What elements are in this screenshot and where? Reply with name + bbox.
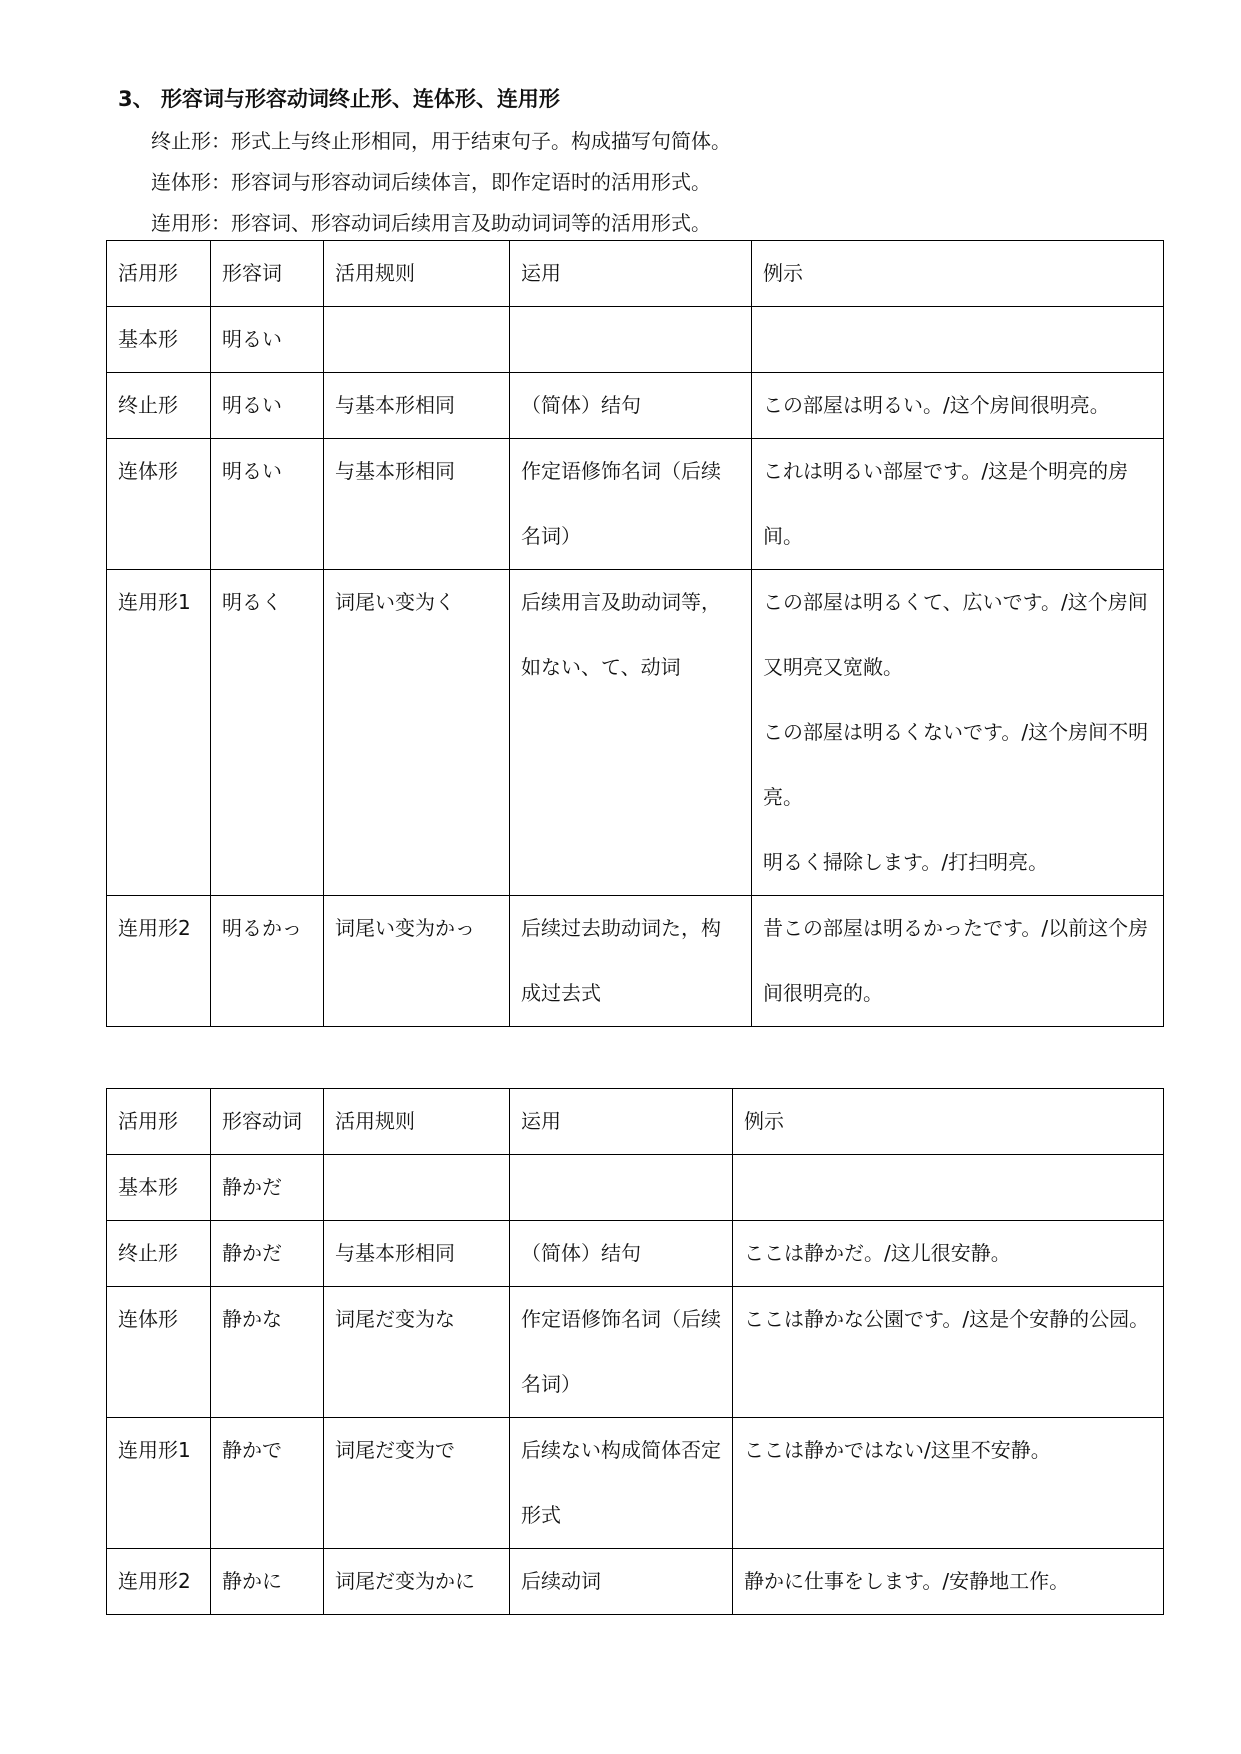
table-row	[107, 1549, 1164, 1615]
rule-cell: 词尾だ变为で	[324, 1418, 510, 1549]
usage-cell	[510, 307, 752, 373]
word-cell: 明るかっ	[211, 896, 324, 1027]
example-line: この部屋は明るくないです。/这个房间不明亮。	[763, 720, 1149, 809]
word-cell: 静かな	[211, 1287, 324, 1418]
form-cell: 连体形	[107, 1287, 211, 1418]
table-row	[107, 1418, 1164, 1549]
header-cell: 形容动词	[211, 1089, 324, 1155]
form-cell: 基本形	[107, 307, 211, 373]
header-cell: 活用规则	[324, 1089, 510, 1155]
usage-cell	[510, 1155, 733, 1221]
paragraph-rentaikei: 连体形：形容词与形容动词后续体言，即作定语时的活用形式。	[151, 170, 711, 194]
word-cell: 静かだ	[211, 1155, 324, 1221]
example-line: この部屋は明るくて、広いです。/这个房间又明亮又宽敞。	[763, 590, 1148, 679]
example-cell	[752, 570, 1164, 896]
example-cell: ここは静かではない/这里不安静。	[733, 1418, 1164, 1549]
table-row	[107, 439, 1164, 570]
example-cell: この部屋は明るい。/这个房间很明亮。	[752, 373, 1164, 439]
example-line: 明るく掃除します。/打扫明亮。	[763, 850, 1049, 874]
word-cell: 静かで	[211, 1418, 324, 1549]
rule-cell: 与基本形相同	[324, 439, 510, 570]
table-row	[107, 1155, 1164, 1221]
table-row	[107, 896, 1164, 1027]
form-cell: 连用形1	[107, 1418, 211, 1549]
rule-cell: 与基本形相同	[324, 373, 510, 439]
rule-cell: 词尾い变为かっ	[324, 896, 510, 1027]
table-row	[107, 373, 1164, 439]
word-cell: 明るく	[211, 570, 324, 896]
form-cell: 连用形2	[107, 896, 211, 1027]
word-cell: 明るい	[211, 439, 324, 570]
usage-cell: 后续ない构成简体否定形式	[510, 1418, 733, 1549]
table-row	[107, 1221, 1164, 1287]
adjectival-verb-conjugation-table	[106, 1088, 1164, 1615]
header-cell: 活用形	[107, 1089, 211, 1155]
form-cell: 连体形	[107, 439, 211, 570]
example-cell: これは明るい部屋です。/这是个明亮的房间。	[752, 439, 1164, 570]
rule-cell: 词尾だ变为な	[324, 1287, 510, 1418]
form-cell: 终止形	[107, 373, 211, 439]
section-heading: 3、 形容词与形容动词终止形、连体形、连用形	[118, 87, 560, 111]
usage-cell: （简体）结句	[510, 1221, 733, 1287]
header-cell: 例示	[733, 1089, 1164, 1155]
usage-cell: （简体）结句	[510, 373, 752, 439]
table-row	[107, 1287, 1164, 1418]
header-cell: 活用规则	[324, 241, 510, 307]
usage-cell: 后续动词	[510, 1549, 733, 1615]
header-cell: 运用	[510, 1089, 733, 1155]
form-cell: 连用形2	[107, 1549, 211, 1615]
form-cell: 基本形	[107, 1155, 211, 1221]
example-cell: ここは静かだ。/这儿很安静。	[733, 1221, 1164, 1287]
example-cell: 静かに仕事をします。/安静地工作。	[733, 1549, 1164, 1615]
header-cell: 形容词	[211, 241, 324, 307]
word-cell: 静かだ	[211, 1221, 324, 1287]
rule-cell: 词尾だ变为かに	[324, 1549, 510, 1615]
usage-cell: 作定语修饰名词（后续名词）	[510, 1287, 733, 1418]
rule-cell: 词尾い变为く	[324, 570, 510, 896]
word-cell: 静かに	[211, 1549, 324, 1615]
form-cell: 终止形	[107, 1221, 211, 1287]
example-cell	[752, 307, 1164, 373]
paragraph-shushikei: 终止形：形式上与终止形相同，用于结束句子。构成描写句简体。	[151, 129, 731, 153]
rule-cell	[324, 307, 510, 373]
table-header-row	[107, 241, 1164, 307]
example-cell	[733, 1155, 1164, 1221]
example-cell: ここは静かな公園です。/这是个安静的公园。	[733, 1287, 1164, 1418]
adjective-conjugation-table	[106, 240, 1164, 1027]
form-cell: 连用形1	[107, 570, 211, 896]
usage-cell: 后续用言及助动词等，如ない、て、动词	[510, 570, 752, 896]
header-cell: 活用形	[107, 241, 211, 307]
header-cell: 例示	[752, 241, 1164, 307]
word-cell: 明るい	[211, 373, 324, 439]
table-row	[107, 570, 1164, 896]
usage-cell: 后续过去助动词た，构成过去式	[510, 896, 752, 1027]
table-header-row	[107, 1089, 1164, 1155]
paragraph-renyoukei: 连用形：形容词、形容动词后续用言及助动词词等的活用形式。	[151, 211, 711, 235]
header-cell: 运用	[510, 241, 752, 307]
rule-cell: 与基本形相同	[324, 1221, 510, 1287]
word-cell: 明るい	[211, 307, 324, 373]
usage-cell: 作定语修饰名词（后续名词）	[510, 439, 752, 570]
example-cell: 昔この部屋は明るかったです。/以前这个房间很明亮的。	[752, 896, 1164, 1027]
rule-cell	[324, 1155, 510, 1221]
table-row	[107, 307, 1164, 373]
